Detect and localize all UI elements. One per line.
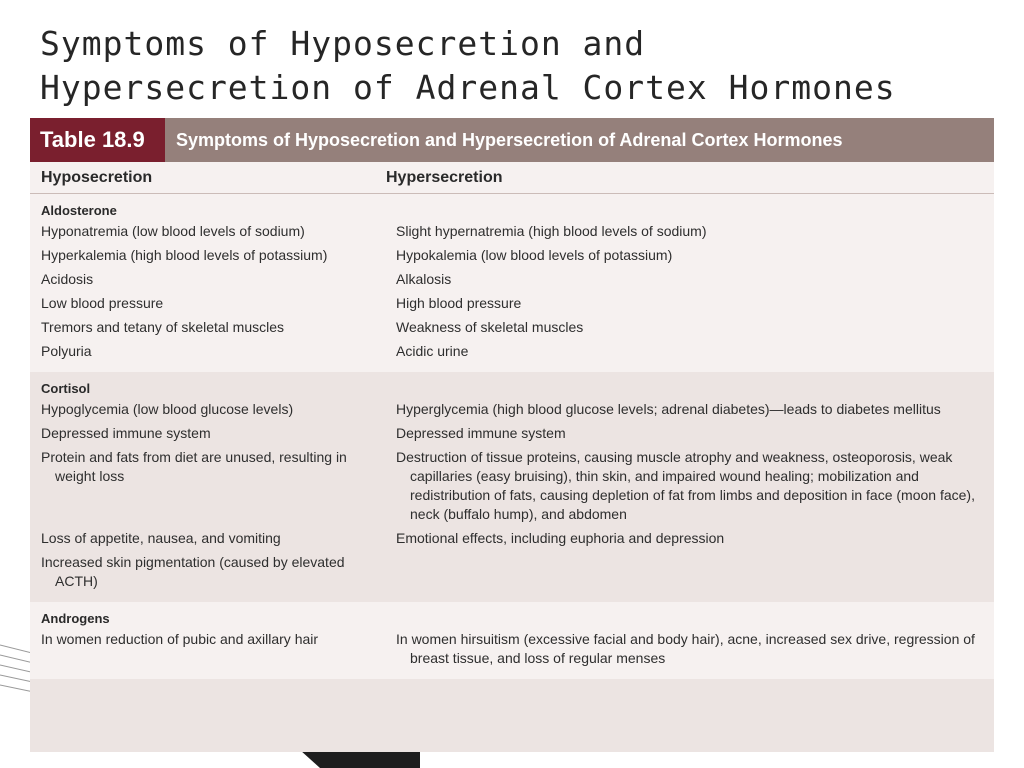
hyper-cell: Hyperglycemia (high blood glucose levels; adrenal diabetes)—leads to diabetes mellitus — [396, 401, 941, 417]
slide-title — [40, 22, 1000, 110]
table-row — [30, 553, 994, 591]
section-cortisol — [30, 372, 994, 602]
table-row — [30, 424, 994, 443]
column-header-hyposecretion: Hyposecretion — [41, 168, 153, 186]
hypo-cell: Increased skin pigmentation (caused by elevated ACTH) — [41, 554, 345, 589]
hypo-cell: Acidosis — [41, 271, 94, 287]
hypo-cell: Tremors and tetany of skeletal muscles — [41, 319, 285, 335]
table-row — [30, 270, 994, 289]
section-title: Cortisol — [41, 381, 91, 396]
hyper-cell: Emotional effects, including euphoria and depression — [396, 530, 725, 546]
hypo-cell: Low blood pressure — [41, 295, 164, 311]
hypo-cell: Hypoglycemia (low blood glucose levels) — [41, 401, 294, 417]
column-header-hypersecretion: Hypersecretion — [386, 168, 503, 186]
hypo-cell: In women reduction of pubic and axillary hair — [41, 631, 319, 647]
hyper-cell: High blood pressure — [396, 295, 522, 311]
hyper-cell: Hypokalemia (low blood levels of potassium) — [396, 247, 673, 263]
table-number: Table 18.9 — [30, 118, 165, 162]
section-aldosterone — [30, 194, 994, 372]
slide-title-line-2: Hypersecretion of Adrenal Cortex Hormones — [40, 68, 896, 107]
table-row — [30, 529, 994, 548]
hypo-cell: Hyponatremia (low blood levels of sodium) — [41, 223, 305, 239]
hypo-cell: Protein and fats from diet are unused, resulting in weight loss — [41, 449, 347, 484]
table-title: Symptoms of Hyposecretion and Hypersecretion of Adrenal Cortex Hormones — [165, 118, 994, 162]
table-row — [30, 400, 994, 419]
column-headers — [30, 162, 994, 194]
table-header — [30, 118, 994, 162]
table-row — [30, 342, 994, 361]
hyper-cell: Slight hypernatremia (high blood levels of sodium) — [396, 223, 707, 239]
hyper-cell: Depressed immune system — [396, 425, 566, 441]
section-androgens — [30, 602, 994, 679]
section-title: Aldosterone — [41, 203, 117, 218]
hypo-cell: Polyuria — [41, 343, 92, 359]
table-row — [30, 222, 994, 241]
hypo-cell: Loss of appetite, nausea, and vomiting — [41, 530, 281, 546]
hyper-cell: Destruction of tissue proteins, causing muscle atrophy and weakness, osteoporosis, weak capillaries (easy bruising), thin skin, and impaired wound healing; mobilization and redistribution of fats, causing depletion of fat from limbs and deposition in face (moon face), neck (buffalo hump), and abdomen — [396, 449, 975, 522]
table-row — [30, 246, 994, 265]
hyper-cell: Alkalosis — [396, 271, 452, 287]
table-row — [30, 448, 994, 524]
symptoms-table — [30, 118, 994, 752]
slide-title-line-1: Symptoms of Hyposecretion and — [40, 24, 646, 63]
hyper-cell: Weakness of skeletal muscles — [396, 319, 584, 335]
hyper-cell: Acidic urine — [396, 343, 469, 359]
hypo-cell: Depressed immune system — [41, 425, 211, 441]
hyper-cell — [386, 553, 994, 591]
hyper-cell: In women hirsuitism (excessive facial and body hair), acne, increased sex drive, regression of breast tissue, and loss of regular menses — [396, 631, 975, 666]
table-row — [30, 294, 994, 313]
section-title: Androgens — [41, 611, 110, 626]
table-row — [30, 630, 994, 668]
table-row — [30, 318, 994, 337]
hypo-cell: Hyperkalemia (high blood levels of potassium) — [41, 247, 328, 263]
